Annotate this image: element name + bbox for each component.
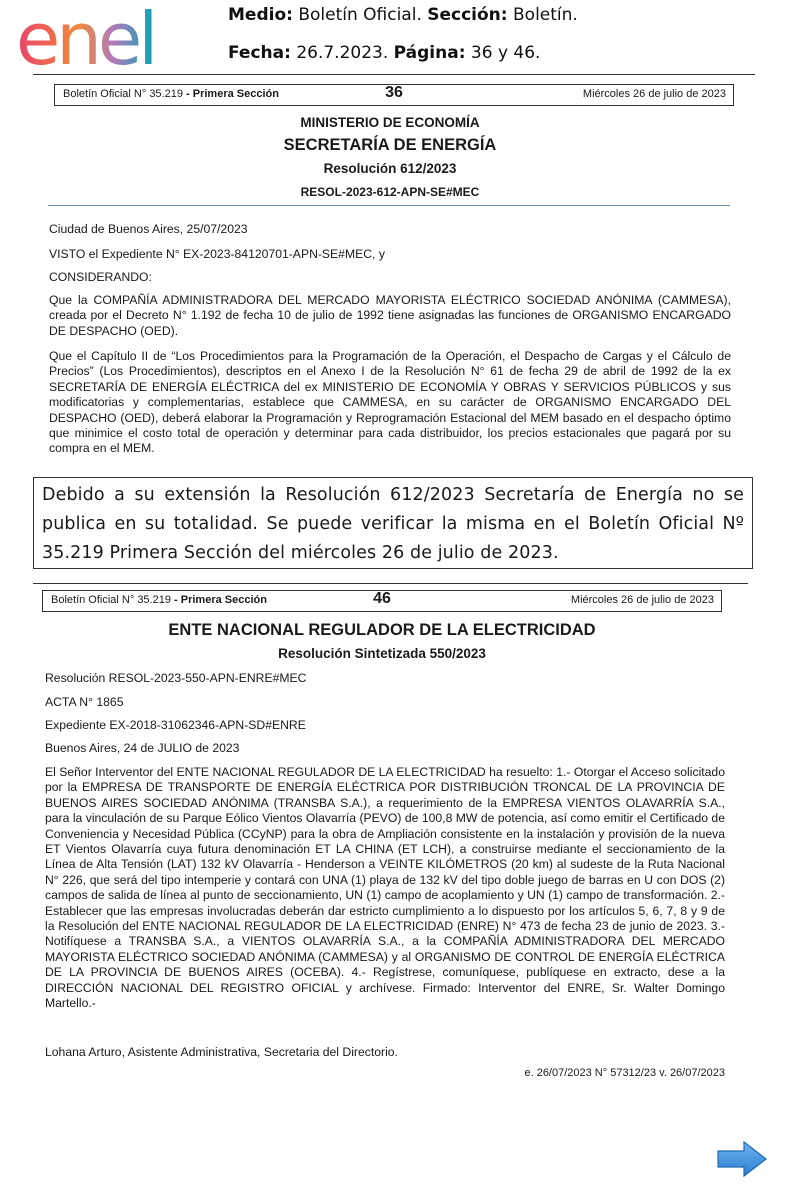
bar-page-number: 36 (385, 84, 403, 101)
expediente-number: Expediente EX-2018-31062346-APN-SD#ENRE (45, 718, 306, 732)
medio-value: Boletín Oficial. (298, 5, 422, 25)
considerando-paragraph-2: Que el Capítulo II de “Los Procedimientos para la Programación de la Operación, el Despacho de Cargas y el Cálculo de Precios” (Los Procedimientos), descriptos en el Anexo I de la Resolución N° 61 de fecha 29 de abril de 1992 de la ex SECRETARÍA DE ENERGÍA ELÉCTRICA del ex MINISTERIO DE ECONOMÍA Y OBRAS Y SERVICIOS PÚBLICOS y sus modificatorias y complementarias, establece que CAMMESA, en su carácter de ORGANISMO ENCARGADO DEL DESPACHO (OED), deberá elaborar la Programación y Reprogramación Estacional del MEM basado en el despacho óptimo que minimice el costo total de operación y determinar para cada distribuidor, los precios estacionales que pagará por su compra en el MEM. (49, 349, 731, 456)
fecha-label: Fecha: (228, 43, 291, 63)
resolution-code: RESOL-2023-612-APN-SE#MEC (300, 185, 480, 199)
bulletin-bar-page-36 (54, 84, 734, 106)
secretariat-title: SECRETARÍA DE ENERGÍA (283, 136, 497, 154)
ministry-title: MINISTERIO DE ECONOMÍA (300, 115, 480, 130)
signer: Lohana Arturo, Asistente Administrativa, Secretaria del Directorio. (45, 1045, 398, 1059)
city-date: Ciudad de Buenos Aires, 25/07/2023 (49, 222, 248, 236)
arrow-right-icon[interactable] (716, 1140, 768, 1178)
medio-label: Medio: (228, 5, 293, 25)
considerando-heading: CONSIDERANDO: (49, 270, 152, 284)
seccion-value: Boletín. (513, 5, 578, 25)
resolution-title: Resolución 612/2023 (323, 161, 457, 176)
bulletin-bar-page-46 (42, 590, 722, 612)
separator-rule (33, 583, 748, 584)
enel-logo (16, 2, 188, 78)
pagina-label: Página: (393, 43, 466, 63)
entity-title: ENTE NACIONAL REGULADOR DE LA ELECTRICIDAD (168, 621, 596, 639)
resolution-title: Resolución Sintetizada 550/2023 (278, 646, 486, 661)
bar-page-number: 46 (373, 590, 391, 607)
fecha-value: 26.7.2023. (296, 43, 389, 63)
header-line-fecha (228, 43, 540, 63)
header-rule (33, 74, 755, 75)
bar-left: Boletín Oficial N° 35.219 - Primera Sección (51, 594, 267, 606)
seccion-label: Sección: (427, 5, 508, 25)
acta-number: ACTA N° 1865 (45, 695, 124, 709)
bar-date: Miércoles 26 de julio de 2023 (570, 594, 714, 606)
header-line-medio (228, 5, 578, 25)
resolution-body: El Señor Interventor del ENTE NACIONAL REGULADOR DE LA ELECTRICIDAD ha resuelto: 1.- Otorgar el Acceso solicitado por la EMPRESA DE TRANSPORTE DE ENERGÍA ELÉCTRICA POR DISTRIBUCIÓN TRONCAL DE LA PROVINCIA DE BUENOS AIRES SOCIEDAD ANÓNIMA (TRANSBA S.A.), a requerimiento de la EMPRESA VIENTOS OLAVARRÍA S.A., para la vinculación de su Parque Eólico Vientos Olavarría (PEVO) de 100,8 MW de potencia, así como emitir el Certificado de Conveniencia y Necesidad Pública (CCyNP) para la obra de Ampliación consistente en la instalación y provisión de la nueva ET Vientos Olavarría cuya futura denominación ET LA CHINA (ET LCH), a construirse mediante el seccionamiento de la Línea de Alta Tensión (LAT) 132 kV Olavarría - Henderson a VEINTE KILÓMETROS (20 km) al sudeste de la Ruta Nacional N° 226, que será del tipo intemperie y contará con UNA (1) playa de 132 kV del tipo doble juego de barras en U con DOS (2) campos de salida de línea al punto de seccionamiento, UN (1) campo de acoplamiento y UN (1) campo de transformación. 2.- Establecer que las empresas involucradas deberán dar estricto cumplimiento a lo dispuesto por los artículos 5, 6, 7, 8 y 9 de la Resolución del ENTE NACIONAL REGULADOR DE LA ELECTRICIDAD (ENRE) N° 473 de fecha 23 de junio de 2023. 3.- Notifíquese a TRANSBA S.A., a VIENTOS OLAVARRÍA S.A., a la COMPAÑÍA ADMINISTRADORA DEL MERCADO MAYORISTA ELÉCTRICO SOCIEDAD ANÓNIMA (CAMMESA) y al ORGANISMO DE CONTROL DE ENERGÍA ELÉCTRICA DE LA PROVINCIA DE BUENOS AIRES (OCEBA). 4.- Regístrese, comuníquese, publíquese en extracto, dese a la DIRECCIÓN NACIONAL DEL REGISTRO OFICIAL y archívese. Firmado: Interventor del ENRE, Sr. Walter Domingo Martello.- (45, 765, 725, 1011)
footer-reference: e. 26/07/2023 N° 57312/23 v. 26/07/2023 (524, 1067, 725, 1079)
section-divider (48, 205, 730, 206)
pagina-value: 36 y 46. (470, 43, 541, 63)
resolution-code: Resolución RESOL-2023-550-APN-ENRE#MEC (45, 671, 307, 685)
logo-wordmark: enel (16, 2, 155, 78)
bar-left: Boletín Oficial N° 35.219 - Primera Sección (63, 88, 279, 100)
visto-line: VISTO el Expediente N° EX-2023-84120701-APN-SE#MEC, y (49, 247, 385, 261)
considerando-paragraph-1: Que la COMPAÑÍA ADMINISTRADORA DEL MERCADO MAYORISTA ELÉCTRICO SOCIEDAD ANÓNIMA (CAMMESA), creada por el Decreto N° 1.192 de fecha 10 de julio de 1992 tiene asignadas las funciones de ORGANISMO ENCARGADO DE DESPACHO (OED). (49, 293, 731, 338)
bar-date: Miércoles 26 de julio de 2023 (582, 88, 726, 100)
truncation-notice: Debido a su extensión la Resolución 612/2023 Secretaría de Energía no se publica en su totalidad. Se puede verificar la misma en el Boletín Oficial Nº 35.219 Primera Sección del miércoles 26 de julio de 2023. (33, 477, 753, 569)
resolution-date: Buenos Aires, 24 de JULIO de 2023 (45, 741, 240, 755)
